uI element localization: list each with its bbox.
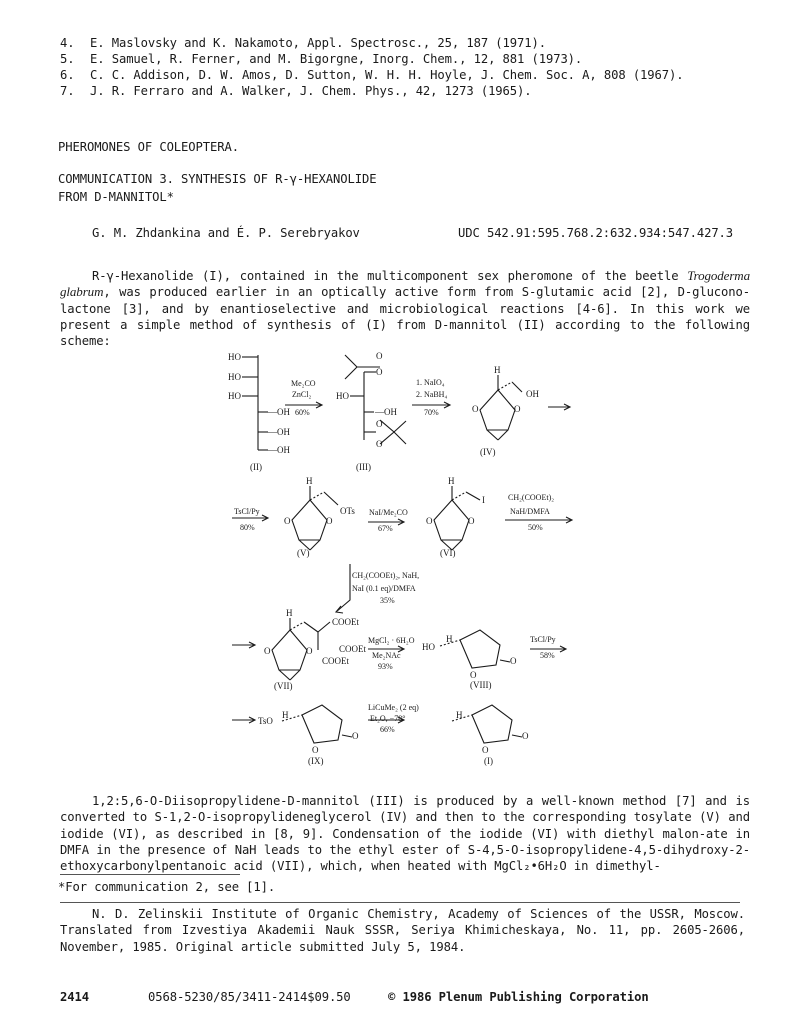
reagent-6b: NaI (0.1 eq)/DMFA [352, 584, 416, 593]
series-title: PHEROMONES OF COLEOPTERA. [58, 140, 239, 154]
reference-number: 4. [60, 36, 75, 50]
atom-h: H [448, 476, 455, 486]
page-number: 2414 [60, 990, 89, 1004]
atom-o: O [482, 745, 489, 755]
affiliation: N. D. Zelinskii Institute of Organic Chemistry, Academy of Sciences of the USSR, Moscow. Translated from Izvestiya Akademii Nauk SSSR, Seriya Khimicheskaya, No. 11, pp. 2605-2606, November, 1985. Original article submitted July 5, 1984. [60, 907, 745, 954]
group-cooet: COOEt [332, 617, 359, 627]
reagent-5b: NaH/DMFA [510, 507, 550, 516]
group-oh: —OH [268, 445, 290, 455]
compound-label-vi: (VI) [440, 548, 456, 558]
reagent-6a: CH₂(COOEt)₂, NaH, [352, 571, 420, 580]
reagent-9a: LiCuMe₂ (2 eq) [368, 703, 419, 712]
group-oh-text: OH [384, 407, 397, 417]
reaction-scheme [0, 340, 807, 780]
group-oh: —OH [268, 407, 290, 417]
compound-label-ii: (II) [250, 462, 262, 472]
reference-5 [60, 52, 582, 66]
udc-code: UDC 542.91:595.768.2:632.934:547.427.3 [458, 226, 734, 240]
reference-6 [60, 68, 683, 82]
atom-o: O [376, 439, 383, 449]
yield-4: 67% [378, 524, 393, 533]
atom-o: O [522, 731, 529, 741]
group-cooet: COOEt [322, 656, 349, 666]
atom-o: O [514, 404, 521, 414]
reagent-2a: 1. NaIO₄ [416, 378, 445, 387]
group-ho: HO [228, 352, 241, 362]
yield-6: 35% [380, 596, 395, 605]
group-oh: —OH [268, 427, 290, 437]
species-name: Trogoderma glabrum [60, 268, 750, 300]
reference-number: 7. [60, 84, 75, 98]
compound-label-vii: (VII) [274, 681, 293, 691]
reference-text: E. Samuel, R. Ferner, and M. Bigorgne, Inorg. Chem., 12, 881 (1973). [90, 52, 583, 66]
reference-text: C. C. Addison, D. W. Amos, D. Sutton, W. H. H. Hoyle, J. Chem. Soc. A, 808 (1967). [90, 68, 684, 82]
atom-o: O [284, 516, 291, 526]
atom-h: H [286, 608, 293, 618]
intro-text-start: R-γ-Hexanolide (I), contained in the multicomponent sex pheromone of the beetle [92, 269, 688, 283]
atom-o: O [352, 731, 359, 741]
group-oh-text: OH [277, 407, 290, 417]
reagent-1b: ZnCl₂ [292, 390, 312, 399]
yield-5: 50% [528, 523, 543, 532]
compound-label-ix: (IX) [308, 756, 324, 766]
atom-h: H [456, 710, 463, 720]
atom-o: O [510, 656, 517, 666]
group-oh: —OH [375, 407, 397, 417]
authors: G. M. Zhdankina and É. P. Serebryakov [92, 226, 360, 240]
intro-paragraph [60, 268, 750, 349]
atom-o: O [470, 670, 477, 680]
reagent-5a: CH₂(COOEt)₂ [508, 493, 555, 502]
reagent-1a: Me₂CO [291, 379, 316, 388]
group-cooet: COOEt [339, 644, 366, 654]
compound-label-iii: (III) [356, 462, 371, 472]
reference-text: E. Maslovsky and K. Nakamoto, Appl. Spectrosc., 25, 187 (1971). [90, 36, 546, 50]
reagent-7b: Me₂NAc [372, 651, 401, 660]
group-oh: OH [526, 389, 539, 399]
footnote: *For communication 2, see [1]. [58, 880, 276, 894]
group-ho: HO [422, 642, 435, 652]
group-ho: HO [228, 391, 241, 401]
atom-o: O [426, 516, 433, 526]
group-oh-text: OH [277, 445, 290, 455]
atom-h: H [446, 634, 453, 644]
communication-title: COMMUNICATION 3. SYNTHESIS OF R-γ-HEXANOLIDE [58, 172, 377, 186]
compound-label-i: (I) [484, 756, 493, 766]
body-paragraph: 1,2:5,6-O-Diisopropylidene-D-mannitol (III) is produced by a well-known method [7] and is converted to S-1,2-O-isopropylideneglycerol (IV) and then to the corresponding tosylate (V) and iodide (VI), as described in [8, 9]. Condensation of the iodide (VI) with diethyl malon-ate in DMFA in the presence of NaH leads to the ethyl ester of S-4,5-O-isopropylidene-4,5-dihydroxy-2-ethoxycarbonylpentanoic acid (VII), which, when heated with MgCl₂•6H₂O in dimethyl- [60, 794, 750, 874]
atom-i: I [482, 495, 485, 505]
group-oh-text: OH [277, 427, 290, 437]
atom-o: O [264, 646, 271, 656]
group-ho: HO [336, 391, 349, 401]
group-ots: OTs [340, 506, 355, 516]
intro-text-end: , was produced earlier in an optically active form from S-glutamic acid [2], D-glucono-lactone [3], and by enantioselective and microbiological reactions [4-6]. In this work we present a simple method of synthesis of (I) from D-mannitol (II) according to the following scheme: [60, 285, 750, 349]
yield-7: 93% [378, 662, 393, 671]
reference-text: J. R. Ferraro and A. Walker, J. Chem. Phys., 42, 1273 (1965). [90, 84, 532, 98]
article-subtitle: FROM D-MANNITOL* [58, 190, 174, 204]
atom-o: O [376, 351, 383, 361]
footnote-divider [60, 874, 240, 875]
yield-3: 80% [240, 523, 255, 532]
article-code: 0568-5230/85/3411-2414$09.50 [148, 990, 351, 1004]
atom-o: O [376, 367, 383, 377]
reference-number: 5. [60, 52, 75, 66]
group-tso: TsO [258, 716, 273, 726]
atom-o: O [306, 646, 313, 656]
atom-o: O [468, 516, 475, 526]
atom-h: H [282, 710, 289, 720]
atom-h: H [306, 476, 313, 486]
group-ho: HO [228, 372, 241, 382]
copyright: © 1986 Plenum Publishing Corporation [388, 990, 649, 1004]
atom-o: O [376, 419, 383, 429]
reagent-4a: NaI/Me₂CO [369, 508, 408, 517]
compound-label-iv: (IV) [480, 447, 496, 457]
atom-o: O [312, 745, 319, 755]
yield-9: 66% [380, 725, 395, 734]
reagent-2b: 2. NaBH₄ [416, 390, 448, 399]
reagent-9b: Et₂O, −78° [370, 714, 406, 723]
yield-2: 70% [424, 408, 439, 417]
compound-label-v: (V) [297, 548, 310, 558]
reagent-3a: TsCl/Py [234, 507, 260, 516]
reagent-7a: MgCl₂ · 6H₂O [368, 636, 415, 645]
compound-label-viii: (VIII) [470, 680, 492, 690]
yield-1: 60% [295, 408, 310, 417]
reference-7 [60, 84, 532, 98]
reference-4 [60, 36, 546, 50]
atom-h: H [494, 365, 501, 375]
affiliation-divider [60, 902, 740, 903]
reference-number: 6. [60, 68, 75, 82]
reagent-8a: TsCl/Py [530, 635, 556, 644]
atom-o: O [472, 404, 479, 414]
yield-8: 58% [540, 651, 555, 660]
atom-o: O [326, 516, 333, 526]
